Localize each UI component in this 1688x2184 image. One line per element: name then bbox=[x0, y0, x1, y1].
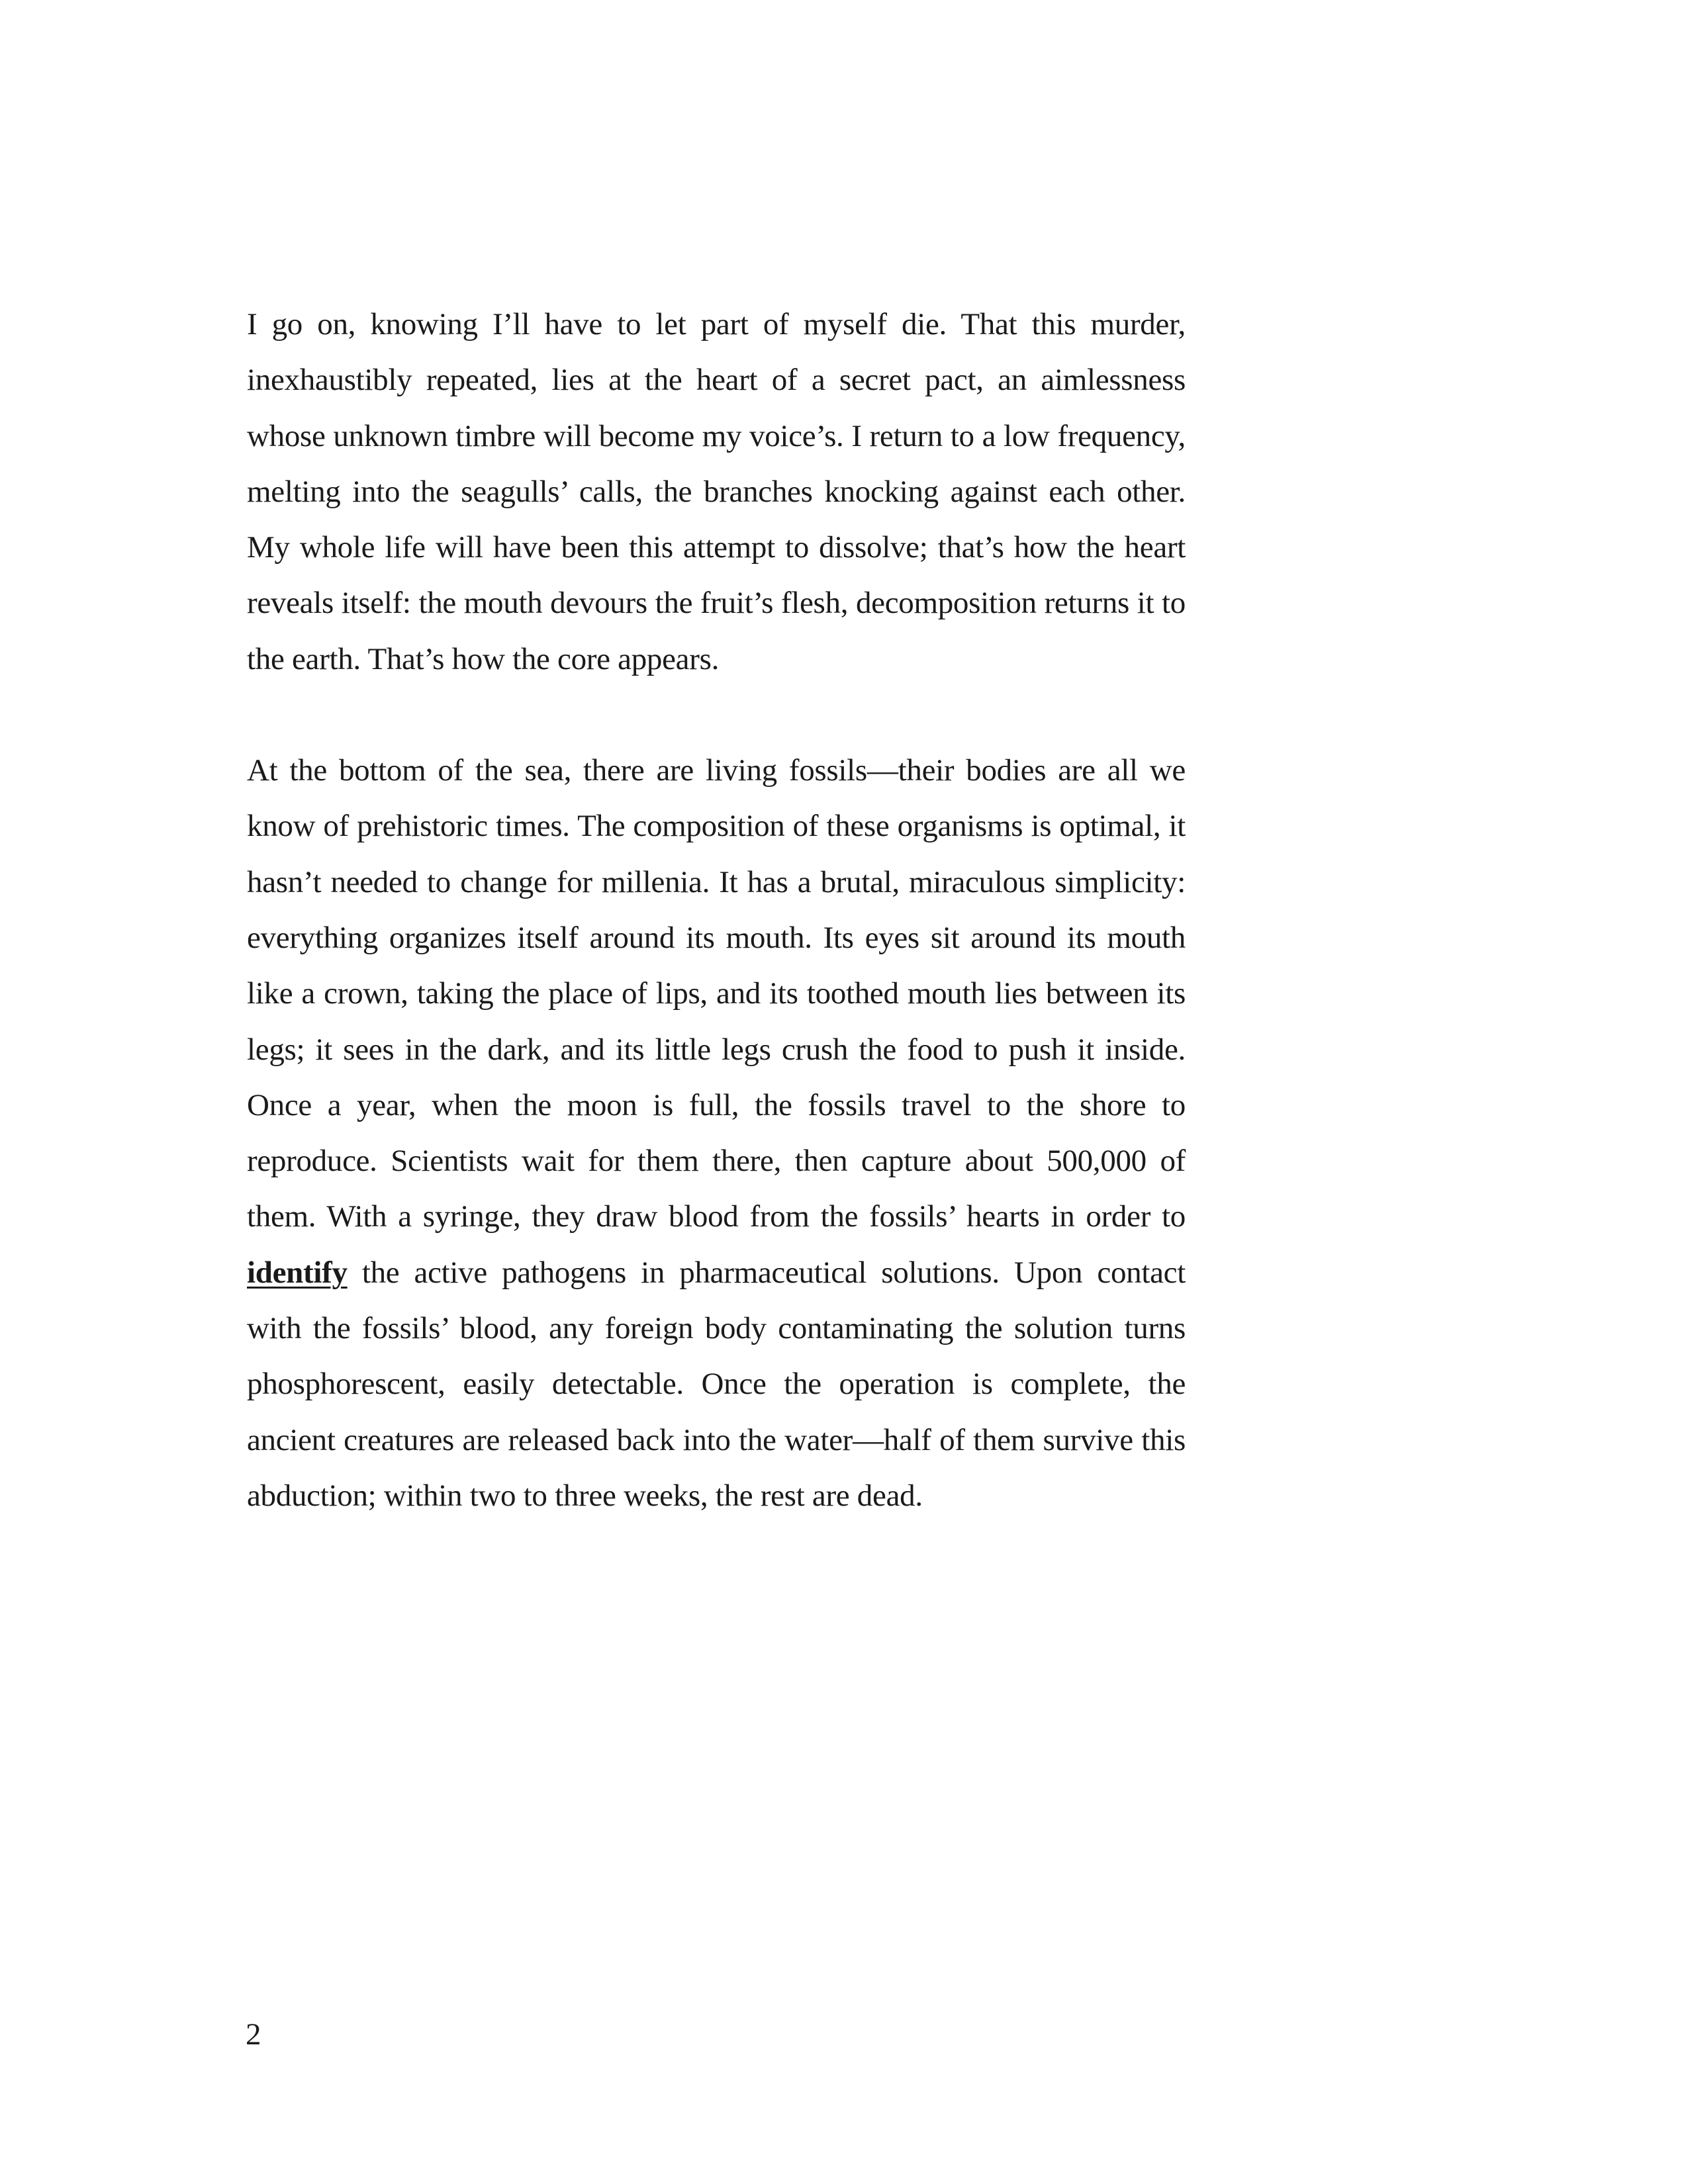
body-text bbox=[247, 296, 1186, 1524]
emphasized-word: identify bbox=[247, 1255, 348, 1290]
paragraph-2-text-after: the active pathogens in pharmaceutical solutions. Upon contact with the fossils’ blood, any foreign body contaminating the solution turns phosphorescent, easily detectable. Once the operation is complete, the ancient creatures are released back into the water—half of them survive this abduction; within two to three weeks, the rest are dead. bbox=[247, 1255, 1186, 1513]
paragraph-1: I go on, knowing I’ll have to let part of myself die. That this murder, inexhaustibly repeated, lies at the heart of a secret pact, an aimlessness whose unknown timbre will become my voice’s. I return to a low frequency, melting into the seagulls’ calls, the branches knocking against each other. My whole life will have been this attempt to dissolve; that’s how the heart reveals itself: the mouth devours the fruit’s flesh, decomposition returns it to the earth. That’s how the core appears. bbox=[247, 307, 1186, 676]
paragraph-2 bbox=[247, 743, 1186, 1524]
page-number: 2 bbox=[246, 2017, 261, 2052]
paragraph-2-text-before: At the bottom of the sea, there are living fossils—their bodies are all we know of prehistoric times. The composition of these organisms is optimal, it hasn’t needed to change for millenia. It has a brutal, miraculous simplicity: everything organizes itself around its mouth. Its eyes sit around its mouth like a crown, taking the place of lips, and its toothed mouth lies between its legs; it sees in the dark, and its little legs crush the food to push it inside. Once a year, when the moon is full, the fossils travel to the shore to reproduce. Scientists wait for them there, then capture about 500,000 of them. With a syringe, they draw blood from the fossils’ hearts in order to bbox=[247, 753, 1186, 1234]
